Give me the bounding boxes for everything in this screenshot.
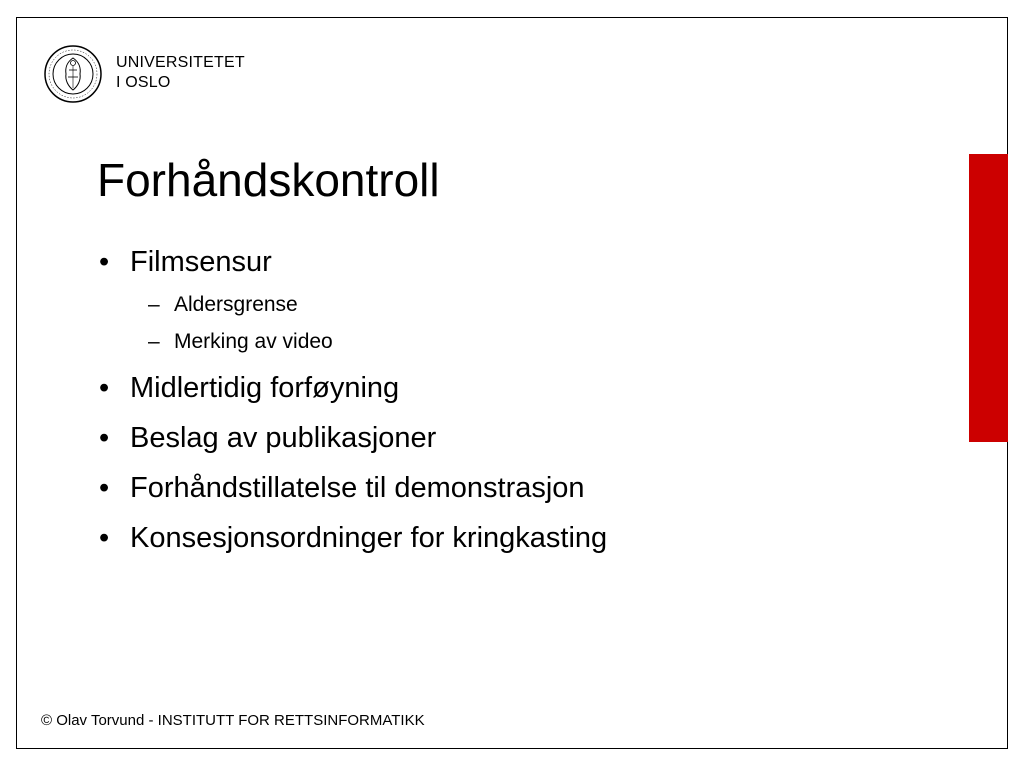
sub-bullet-marker: – bbox=[148, 330, 160, 353]
sub-bullet-item bbox=[130, 323, 607, 360]
bullet-marker: • bbox=[99, 246, 110, 278]
logo-line-1: UNIVERSITETET bbox=[116, 54, 245, 71]
sub-bullet-marker: – bbox=[148, 293, 160, 316]
sub-bullet-text: Aldersgrense bbox=[174, 293, 298, 316]
bullet-item bbox=[97, 416, 607, 460]
bullet-item bbox=[97, 366, 607, 410]
bullet-item bbox=[97, 240, 607, 360]
bullet-text: Forhåndstillatelse til demonstrasjon bbox=[130, 472, 585, 504]
sub-bullet-item bbox=[130, 286, 607, 323]
bullet-text: Beslag av publikasjoner bbox=[130, 422, 437, 454]
university-logo-text bbox=[116, 53, 245, 93]
sub-bullet-text: Merking av video bbox=[174, 330, 333, 353]
bullet-marker: • bbox=[99, 472, 110, 504]
bullet-list bbox=[97, 240, 607, 566]
bullet-text: Midlertidig forføyning bbox=[130, 372, 400, 404]
bullet-item bbox=[97, 466, 607, 510]
university-seal-icon bbox=[43, 44, 103, 104]
bullet-marker: • bbox=[99, 422, 110, 454]
footer-copyright: © Olav Torvund - INSTITUTT FOR RETTSINFORMATIKK bbox=[41, 712, 425, 729]
bullet-text: Filmsensur bbox=[130, 246, 272, 278]
slide-title: Forhåndskontroll bbox=[97, 154, 440, 206]
accent-bar bbox=[969, 154, 1008, 442]
logo-line-2: I OSLO bbox=[116, 74, 171, 91]
sub-bullet-list bbox=[130, 286, 607, 360]
bullet-marker: • bbox=[99, 372, 110, 404]
bullet-text: Konsesjonsordninger for kringkasting bbox=[130, 522, 608, 554]
bullet-item bbox=[97, 516, 607, 560]
bullet-marker: • bbox=[99, 522, 110, 554]
